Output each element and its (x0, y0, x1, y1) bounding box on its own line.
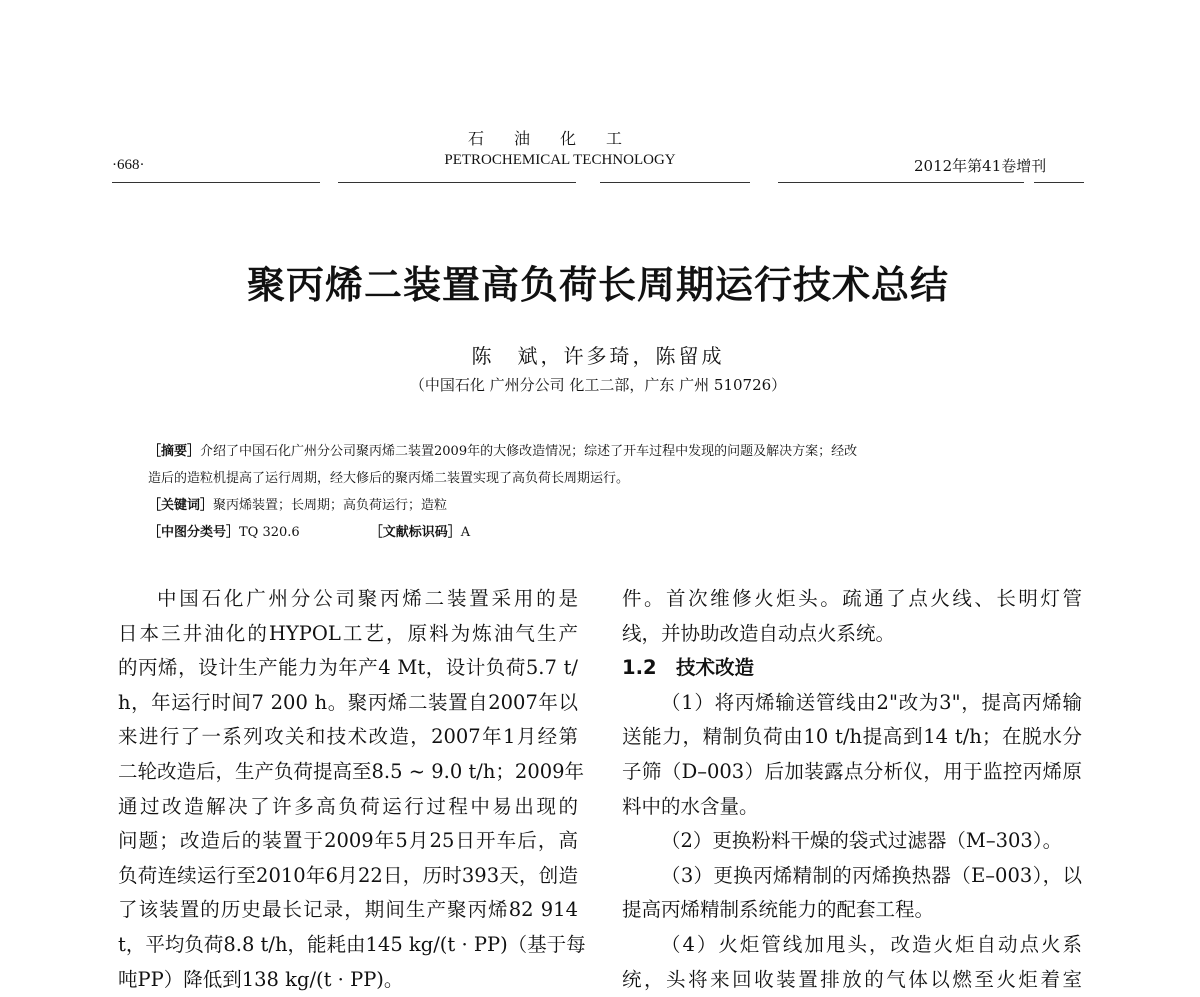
paper-title: 聚丙烯二装置高负荷长周期运行技术总结 (246, 263, 949, 307)
body-line: 提高丙烯精制系统能力的配套工程。 (622, 898, 935, 922)
abstract-line (148, 438, 1053, 465)
body-line: 来进行了一系列攻关和技术改造，2007年1月经第 (118, 725, 578, 749)
right-column (622, 582, 1082, 997)
body-line: 的丙烯，设计生产能力为年产4 Mt，设计负荷5.7 t/ (118, 656, 578, 680)
body-line: 了该装置的历史最长记录，期间生产聚丙烯82 914 (118, 898, 578, 922)
section-heading: 1.2 技术改造 (622, 656, 755, 680)
body-line: 二轮改造后，生产负荷提高至8.5 ~ 9.0 t/h；2009年 (118, 759, 585, 783)
body-line: 问题；改造后的装置于2009年5月25日开车后，高 (118, 829, 578, 853)
issue-info: 2012年第41卷增刊 (914, 157, 1047, 175)
abstract-text: 介绍了中国石化广州分公司聚丙烯二装置2009年的大修改造情况；综述了开车过程中发现的问题及解决方案；经改 (200, 444, 858, 459)
body-line: 吨PP）降低到138 kg/(t · PP)。 (118, 967, 404, 991)
body-line: t，平均负荷8.8 t/h，能耗由145 kg/(t · PP)（基于每 (118, 932, 586, 956)
affiliation: （中国石化 广州分公司 化工二部，广东 广州 510726） (409, 376, 787, 394)
clc-label: ［中图分类号］ (148, 525, 240, 540)
body-line: 通过改造解决了许多高负荷运行过程中易出现的 (118, 794, 578, 818)
abstract-line: 造后的造粒机提高了运行周期，经大修后的聚丙烯二装置实现了高负荷长周期运行。 (148, 471, 630, 486)
header-rule (600, 182, 750, 183)
body-line: 统，头将来回收装置排放的气体以燃至火炬着室 (622, 967, 1082, 991)
journal-name-cn: 石油化工 (467, 129, 652, 148)
left-column (118, 582, 586, 997)
body-line: 子筛（D–003）后加装露点分析仪，用于监控丙烯原 (622, 759, 1082, 783)
body-line: 料中的水含量。 (622, 794, 759, 818)
header-rule (778, 182, 1024, 183)
doc-code-label: ［文献标识码］ (369, 525, 461, 540)
body-line: h，年运行时间7 200 h。聚丙烯二装置自2007年以 (118, 690, 578, 714)
abstract-block (148, 438, 1053, 546)
keywords: 聚丙烯装置；长周期；高负荷运行；造粒 (213, 498, 448, 513)
body-line: 负荷连续运行至2010年6月22日，历时393天，创造 (118, 863, 578, 887)
journal-name-en: PETROCHEMICAL TECHNOLOGY (444, 152, 676, 168)
body-line: 日本三井油化的HYPOL工艺，原料为炼油气生产 (118, 621, 578, 645)
body-line: （3）更换丙烯精制的丙烯换热器（E–003），以 (661, 863, 1082, 887)
keywords-line (148, 492, 1053, 519)
authors: 陈 斌，许多琦，陈留成 (471, 344, 725, 368)
body-line: 件。首次维修火炬头。疏通了点火线、长明灯管 (622, 587, 1082, 610)
classification-line (148, 519, 1053, 546)
abstract-label: ［摘要］ (148, 444, 201, 459)
body-line: 线，并协助改造自动点火系统。 (622, 621, 896, 645)
page-number: ·668· (112, 157, 145, 173)
doc-code: A (460, 525, 471, 540)
body-line: （4）火炬管线加甩头，改造火炬自动点火系 (661, 932, 1082, 956)
body-line: 中国石化广州分公司聚丙烯二装置采用的是 (157, 587, 578, 610)
clc-number: TQ 320.6 (239, 525, 300, 540)
header-rule (338, 182, 576, 183)
body-line: （1）将丙烯输送管线由2"改为3"，提高丙烯输 (661, 690, 1082, 714)
header-rule (1034, 182, 1084, 183)
keywords-label: ［关键词］ (148, 498, 214, 513)
body-line: 送能力，精制负荷由10 t/h提高到14 t/h；在脱水分 (622, 725, 1082, 749)
body-line: （2）更换粉料干燥的袋式过滤器（M–303）。 (661, 829, 1063, 853)
header-rule (112, 182, 320, 183)
